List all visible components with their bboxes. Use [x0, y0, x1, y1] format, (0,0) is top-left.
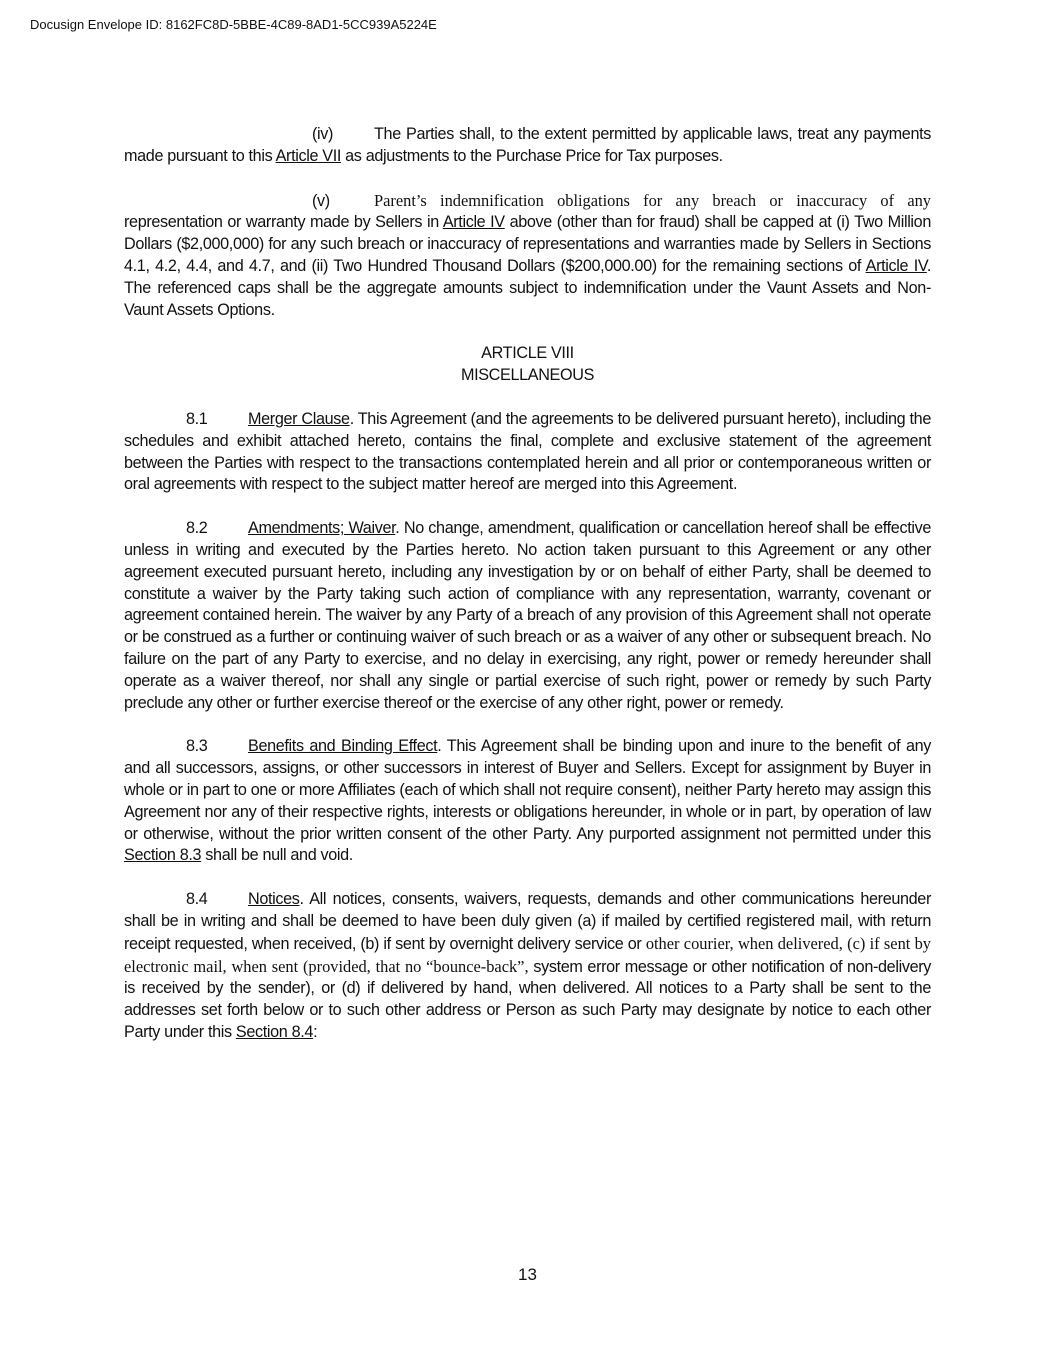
paragraph-text: The Parties shall, to the extent permitted by applicable laws, treat any payments made pursuant to this: [124, 125, 931, 165]
section-body: :: [313, 1022, 318, 1041]
paragraph-text: . The referenced caps shall be the aggregate amounts subject to indemnification under the Vaunt Assets and Non-Vaunt Assets Options.: [124, 256, 931, 319]
section-number: 8.1: [186, 409, 208, 428]
section-number: 8.3: [186, 737, 208, 756]
paragraph-number: (iv): [312, 125, 334, 143]
paragraph-text: as adjustments to the Purchase Price for Tax purposes.: [341, 146, 723, 165]
paragraph-text-serif: Parent’s indemnification obligations for any breach or inaccuracy of any: [374, 190, 931, 210]
section-number: 8.4: [186, 890, 208, 909]
paragraph-number: (v): [312, 191, 330, 210]
section-body: . No change, amendment, qualification or cancellation hereof shall be effective unless in writing and executed by the Parties hereto. No action taken pursuant to this Agreement or any other agreement executed pursuant hereto, including any investigation by or on behalf of either Party, shall be deemed to constitute a waiver by the Party taking such action of compliance with any representation, warranty, covenant or agreement contained herein. The waiver by any Party of a breach of any provision of this Agreement shall not operate or be construed as a further or continuing waiver of such breach or as a waiver of any other or subsequent breach. No failure on the part of any Party to exercise, and no delay in exercising, any right, power or remedy hereunder shall operate as a waiver thereof, nor shall any single or partial exercise of such right, power or remedy by such Party preclude any other or further exercise thereof or the exercise of any other right, power or remedy.: [124, 519, 931, 712]
article-vii-reference: Article VII: [275, 146, 341, 165]
section-8-3-reference: Section 8.3: [124, 846, 202, 865]
article-heading: [124, 343, 931, 387]
section-8-2: [124, 518, 931, 714]
paragraph-text: above (other than for fraud) shall be capped at (i) Two Million Dollars ($2,000,000) for any such breach or inaccuracy of representations and warranties made by Sellers in Sections 4.1, 4.2, 4.4, and 4.7, and (ii) Two Hundred Thousand Dollars ($200,000.00) for the remaining sections of: [124, 213, 931, 275]
section-8-1: [124, 409, 931, 496]
section-heading: Merger Clause: [248, 409, 350, 428]
section-8-4: [124, 889, 931, 1044]
section-body: . This Agreement shall be binding upon and inure to the benefit of any and all successors, assigns, or other successors in interest of Buyer and Sellers. Except for assignment by Buyer in whole or in part to one or more Affiliates (each of which shall not require consent), neither Party hereto may assign this Agreement nor any of their respective rights, interests or obligations hereunder, in whole or in part, by operation of law or otherwise, without the prior written consent of the other Party. Any purported assignment not permitted under this: [124, 737, 931, 843]
article-subtitle: MISCELLANEOUS: [460, 366, 595, 385]
section-body: . This Agreement (and the agreements to be delivered pursuant hereto), including the schedules and exhibit attached hereto, contains the final, complete and exclusive statement of the agreement between the Parties with respect to the transactions contemplated herein and all prior or contemporaneous written or oral agreements with respect to the subject matter hereof are merged into this Agreement.: [124, 409, 931, 494]
article-iv-reference: Article IV: [865, 256, 927, 275]
paragraph-iv: [124, 124, 931, 168]
section-body: shall be null and void.: [201, 846, 353, 865]
document-page: [124, 124, 931, 1066]
page-number: 13: [518, 1265, 537, 1284]
paragraph-text: representation or warranty made by Sellers in: [124, 213, 443, 232]
paragraph-v: [124, 190, 931, 322]
section-8-3: [124, 736, 931, 867]
section-heading: Notices: [248, 890, 300, 909]
article-title: ARTICLE VIII: [481, 344, 574, 363]
article-iv-reference: Article IV: [442, 213, 505, 232]
section-heading: Benefits and Binding Effect: [248, 737, 438, 756]
section-8-4-reference: Section 8.4: [235, 1022, 314, 1041]
section-number: 8.2: [186, 519, 208, 538]
section-body: . All notices, consents, waivers, requests, demands and other communications hereunder shall be in writing and shall be deemed to have been duly given (a) if mailed by certified registered mail, with return receipt requested, when received, (b) if sent by overnight delivery service or: [124, 890, 931, 953]
section-body: system error message or other notification of non-delivery is received by the sender), or (d) if delivered by hand, when delivered. All notices to a Party shall be sent to the addresses set forth below or to such other address or Person as such Party may designate by notice to each other Party under this: [124, 957, 932, 1041]
section-body-serif: other courier, when delivered, (c) if sent by electronic mail, when sent (provided, that no “bounce-back”,: [124, 933, 932, 976]
section-heading: Amendments; Waiver: [248, 519, 396, 538]
docusign-envelope-id: Docusign Envelope ID: 8162FC8D-5BBE-4C89-8AD1-5CC939A5224E: [30, 17, 437, 32]
